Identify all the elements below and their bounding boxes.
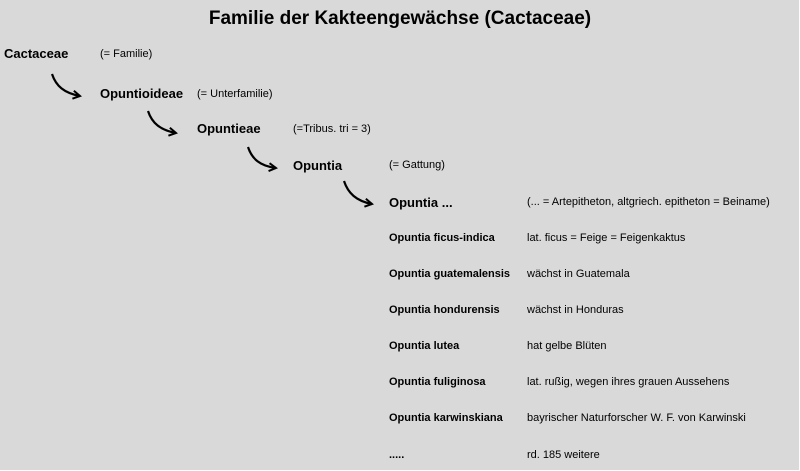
species-description: lat. ficus = Feige = Feigenkaktus <box>527 232 686 244</box>
taxon-species-placeholder-note: (... = Artepitheton, altgriech. epitheton = Beiname) <box>527 196 770 208</box>
species-name: Opuntia karwinskiana <box>389 412 503 424</box>
taxon-family: Cactaceae <box>4 46 69 61</box>
arrow-icon <box>52 74 80 96</box>
arrow-icon <box>148 111 176 133</box>
species-name: Opuntia lutea <box>389 340 460 352</box>
taxon-tribe: Opuntieae <box>197 121 261 136</box>
species-description: lat. rußig, wegen ihres grauen Aussehens <box>527 376 730 388</box>
taxon-tribe-note: (=Tribus. tri = 3) <box>293 123 371 135</box>
species-name: Opuntia guatemalensis <box>389 268 511 280</box>
species-description: wächst in Guatemala <box>527 268 630 280</box>
species-name: Opuntia ficus-indica <box>389 232 495 244</box>
species-description: wächst in Honduras <box>527 304 624 316</box>
arrow-icon <box>248 147 276 168</box>
species-name: Opuntia fuliginosa <box>389 376 486 388</box>
arrow-icon <box>344 181 372 204</box>
species-description: rd. 185 weitere <box>527 449 600 461</box>
species-name: ..... <box>389 449 405 461</box>
taxon-species-placeholder: Opuntia ... <box>389 195 453 210</box>
species-description: hat gelbe Blüten <box>527 340 607 352</box>
taxon-genus-note: (= Gattung) <box>389 159 445 171</box>
taxon-subfamily-note: (= Unterfamilie) <box>197 88 273 100</box>
taxon-family-note: (= Familie) <box>100 48 153 60</box>
taxon-subfamily: Opuntioideae <box>100 86 184 101</box>
species-name: Opuntia hondurensis <box>389 304 500 316</box>
taxon-genus: Opuntia <box>293 158 343 173</box>
diagram-title: Familie der Kakteengewächse (Cactaceae) <box>208 8 592 29</box>
species-description: bayrischer Naturforscher W. F. von Karwinski <box>527 412 746 424</box>
